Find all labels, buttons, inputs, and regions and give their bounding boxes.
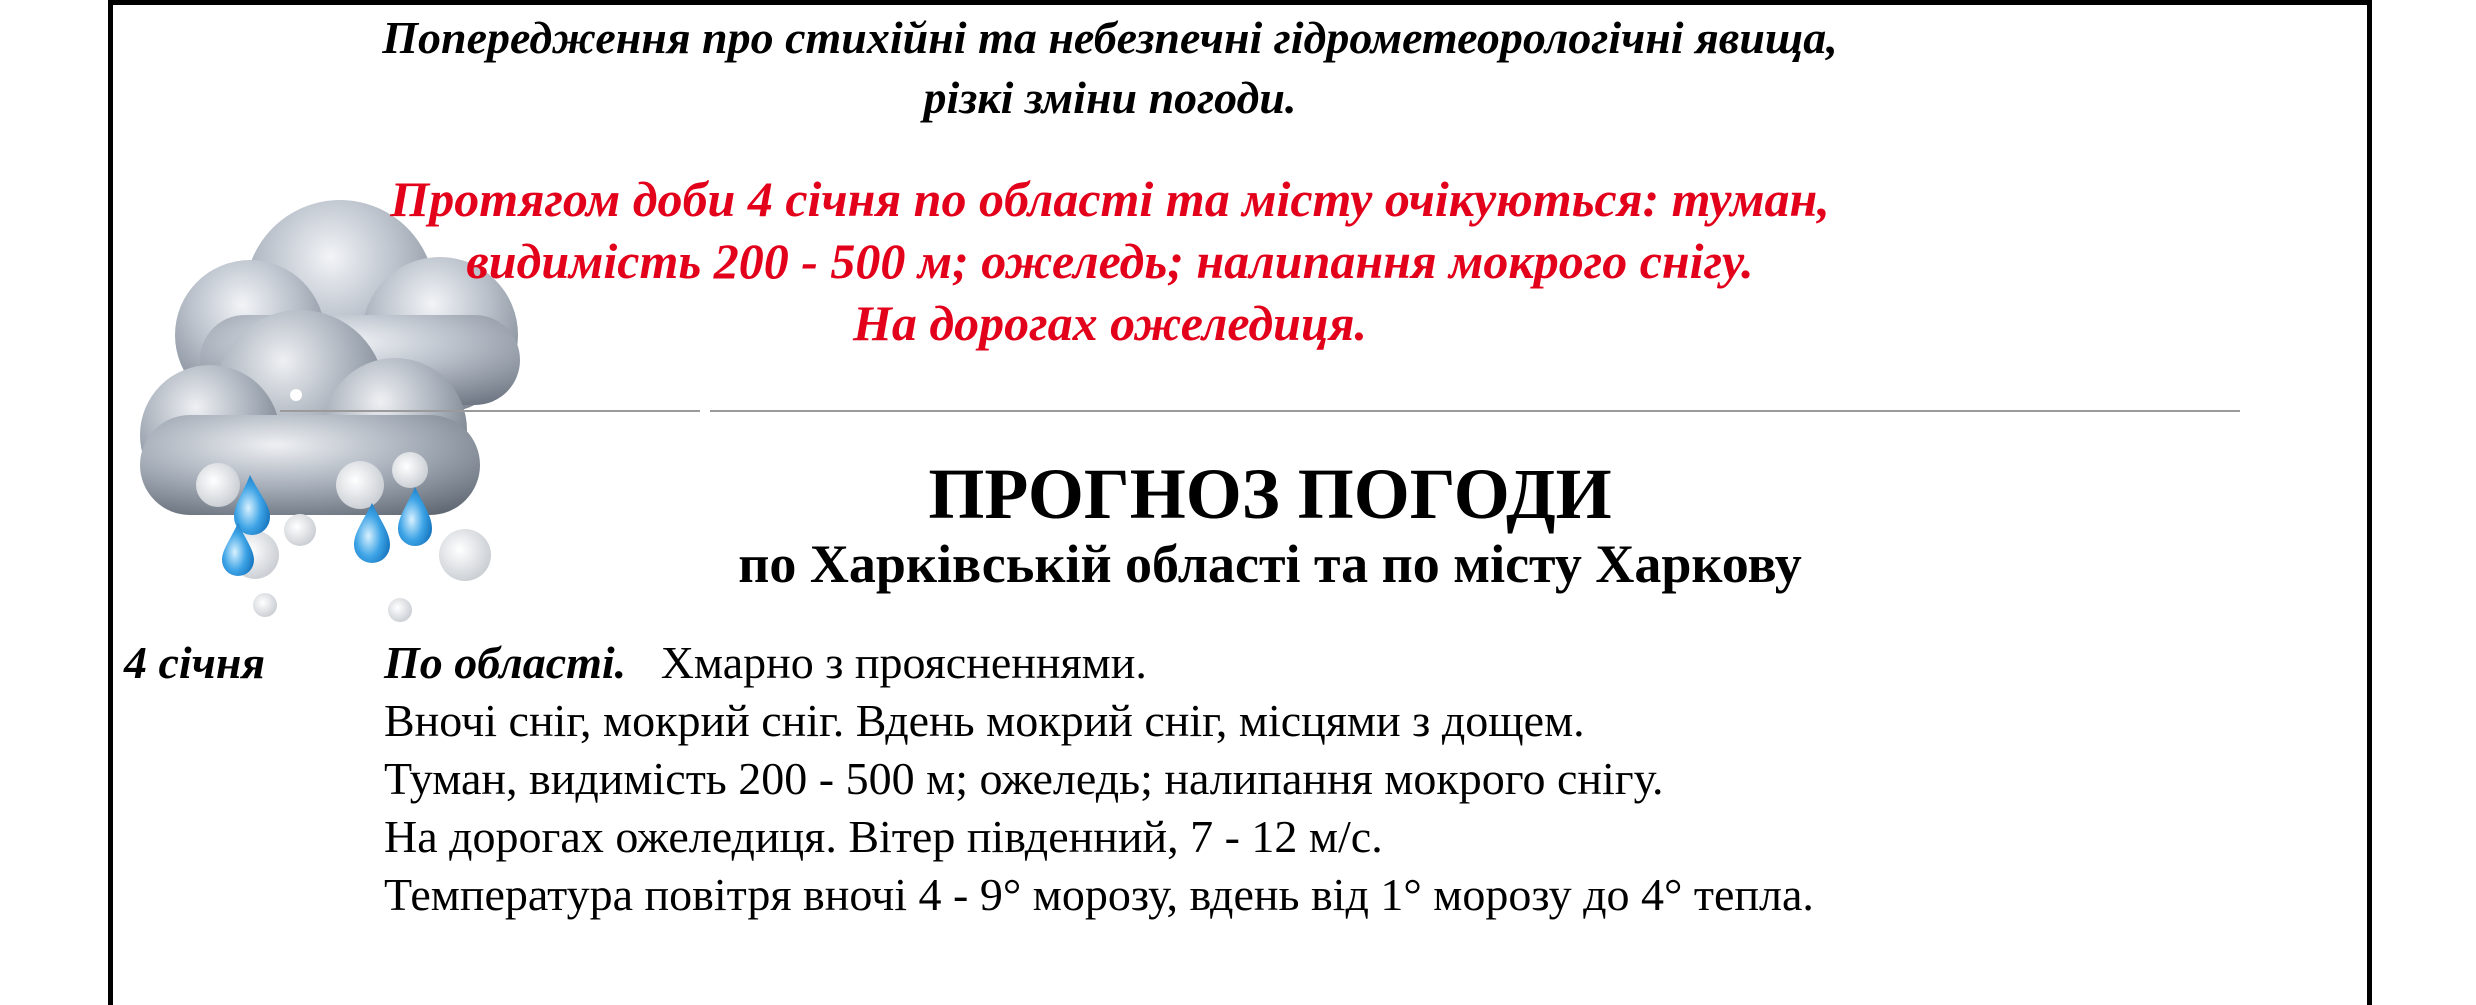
- forecast-line-4: На дорогах ожеледиця. Вітер південний, 7 - 12 м/с.: [384, 811, 1383, 862]
- warning-title-line2: різкі зміни погоди.: [923, 72, 1297, 123]
- warning-title-line1: Попередження про стихійні та небезпечні гідрометеорологічні явища,: [382, 12, 1838, 63]
- forecast-text-1: Хмарно з проясненнями.: [660, 637, 1147, 688]
- alert-line2: видимість 200 - 500 м; ожеледь; налипання мокрого снігу.: [466, 233, 1754, 289]
- alert-line1: Протягом доби 4 січня по області та місту очікуються: туман,: [390, 171, 1830, 227]
- forecast-subtitle: по Харківській області та по місту Харкову: [738, 534, 1802, 594]
- warning-title: [300, 8, 1920, 128]
- forecast-line-1: [384, 634, 2344, 692]
- forecast-line-5: Температура повітря вночі 4 - 9° морозу, вдень від 1° морозу до 4° тепла.: [384, 869, 1814, 920]
- divider-line: [280, 410, 2240, 412]
- forecast-date: 4 січня: [124, 637, 266, 688]
- forecast-body: [384, 634, 2344, 924]
- region-label: По області.: [384, 637, 627, 688]
- warning-alert: [300, 168, 1920, 354]
- forecast-line-3: Туман, видимість 200 - 500 м; ожеледь; налипання мокрого снігу.: [384, 753, 1664, 804]
- forecast-title: ПРОГНОЗ ПОГОДИ: [928, 454, 1612, 534]
- alert-line3: На дорогах ожеледиця.: [852, 295, 1368, 351]
- forecast-line-2: Вночі сніг, мокрий сніг. Вдень мокрий сніг, місцями з дощем.: [384, 695, 1585, 746]
- divider-gap: [700, 406, 710, 416]
